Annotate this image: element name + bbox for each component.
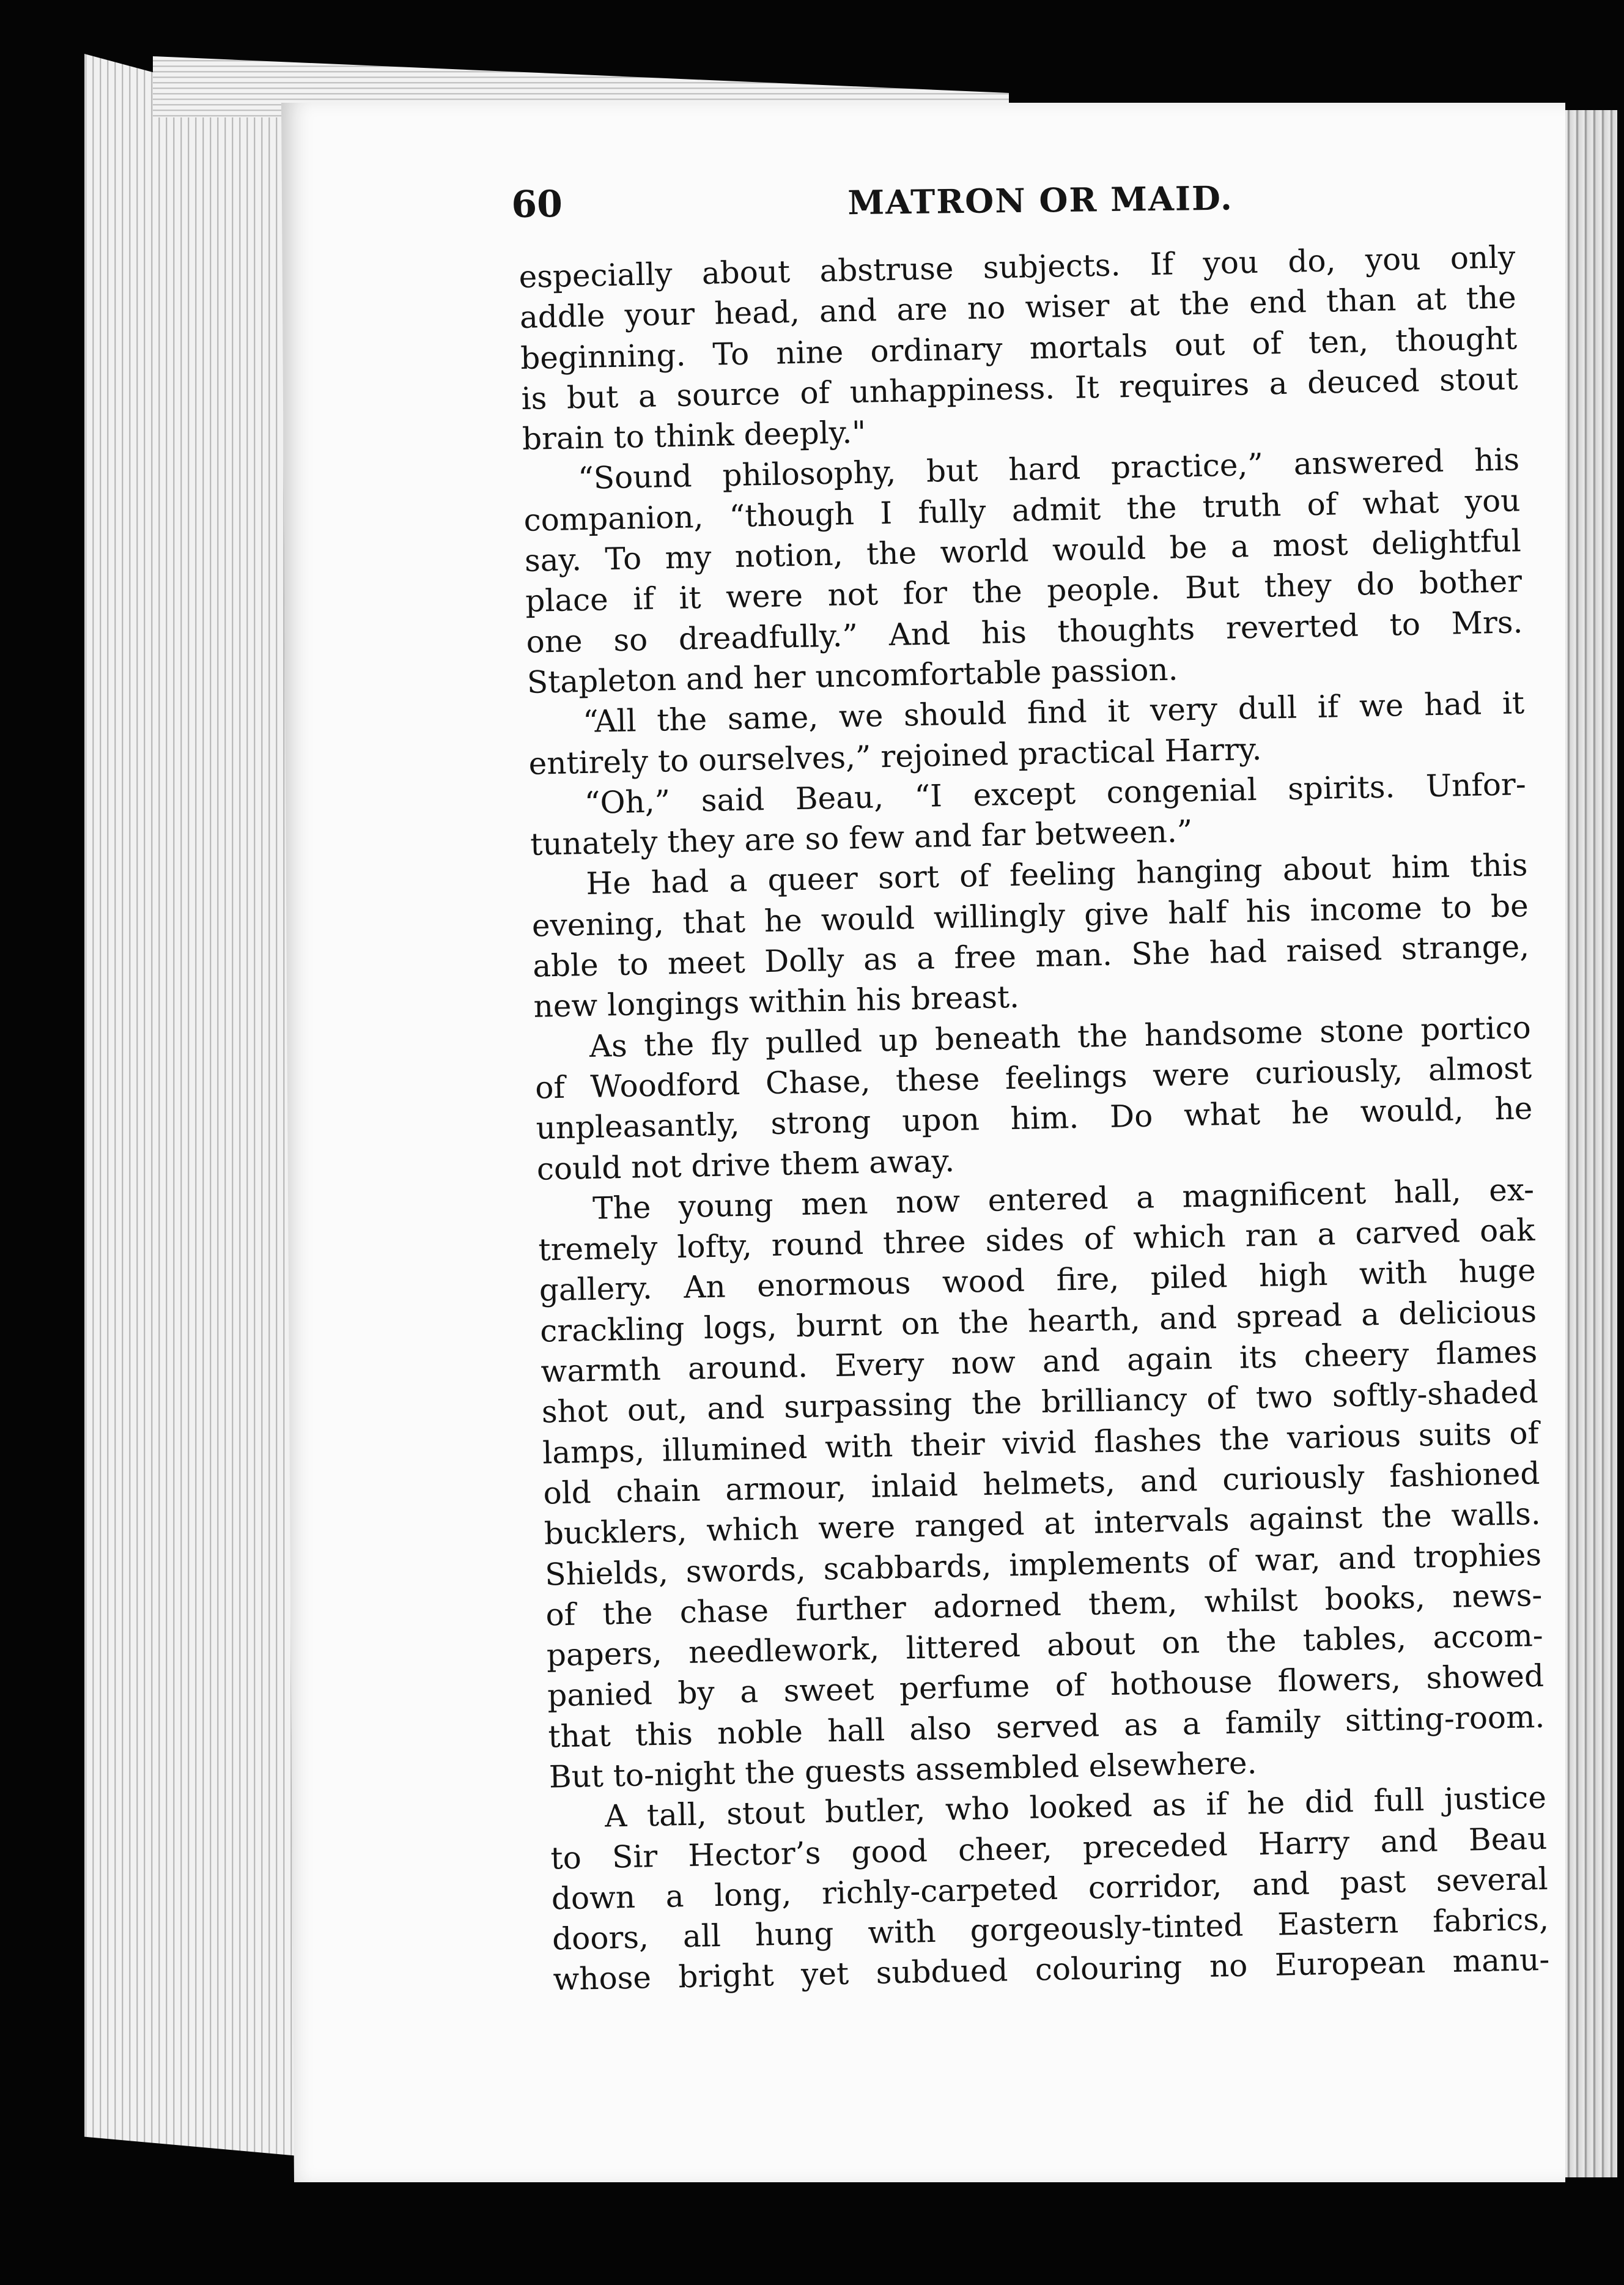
text-line: new longings within his breast. [533,979,1020,1025]
text-line: place if it were not for the people. But they do bother [525,563,1523,620]
text-line: crackling logs, burnt on the hearth, and spread a delicious [539,1293,1537,1349]
text-line: Shields, swords, scabbards, implements of war, and trophies [544,1536,1542,1593]
text-line: Stapleton and her uncomfortable passion. [526,651,1179,700]
text-line: could not drive them away. [536,1142,955,1187]
text-line: addle your head, and are no wiser at the end than at the [519,280,1517,336]
text-line: say. To my notion, the world would be a most delightful [524,523,1522,579]
text-line: A tall, stout butler, who looked as if he did full justice [604,1780,1547,1834]
text-line: “Oh,” said Beau, “I except congenial spirits. Unfor- [584,766,1527,821]
page-number: 60 [511,182,563,226]
text-line: is but a source of unhappiness. It requires a deuced stout [521,361,1518,417]
text-line: to Sir Hector’s good cheer, preceded Harry and Beau [550,1820,1548,1876]
text-line: But to-night the guests assembled elsewhere. [548,1745,1257,1795]
text-line: of the chase further adorned them, whilst books, news- [545,1577,1543,1633]
text-line: “All the same, we should find it very dull if we had it [582,685,1525,740]
text-line: The young men now entered a magnificent hall, ex- [592,1171,1535,1226]
text-line: shot out, and surpassing the brilliancy of two softly-shaded [541,1374,1539,1430]
text-line: one so dreadfully.” And his thoughts reverted to Mrs. [526,604,1523,660]
text-line: unpleasantly, strong upon him. Do what he would, he [536,1091,1533,1146]
text-line: that this noble hall also served as a family sitting-room. [547,1698,1545,1755]
text-line: bucklers, which were ranged at intervals against the walls. [544,1496,1541,1552]
text-line: whose bright yet subdued colouring no European manu- [552,1942,1550,1998]
text-line: beginning. To nine ordinary mortals out of ten, thought [520,320,1518,376]
text-line: evening, that he would willingly give half his income to be [531,887,1529,944]
text-line: tunately they are so few and far between.” [530,813,1193,862]
text-line: lamps, illumined with their vivid flashes the various suits of [542,1415,1540,1471]
text-line: especially about abstruse subjects. If you do, you only [519,239,1516,295]
text-line: of Woodford Chase, these feelings were curiously, almost [534,1050,1532,1106]
body-text [519,237,1550,2000]
book-title: MATRON OR MAID. [847,178,1234,223]
text-line: warmth around. Every now and again its cheery flames [541,1333,1538,1390]
text-line: old chain armour, inlaid helmets, and curiously fashioned [542,1455,1540,1511]
text-line: “Sound philosophy, but hard practice,” answered his [577,442,1520,497]
text-line: papers, needlework, littered about on the tables, accom- [546,1617,1544,1673]
text-line: down a long, richly-carpeted corridor, and past several [551,1861,1549,1917]
text-line: tremely lofty, round three sides of which ran a carved oak [538,1212,1535,1268]
text-line: As the fly pulled up beneath the handsome stone portico [589,1009,1532,1064]
text-line: companion, “though I fully admit the truth of what you [523,482,1521,538]
text-line: able to meet Dolly as a free man. She had raised strange, [532,928,1530,984]
text-line: panied by a sweet perfume of hothouse flowers, showed [547,1658,1545,1714]
text-line: gallery. An enormous wood fire, piled high with huge [539,1253,1537,1309]
text-line: entirely to ourselves,” rejoined practical Harry. [528,731,1262,782]
text-line: brain to think deeply." [522,414,866,457]
text-line: doors, all hung with gorgeously-tinted Eastern fabrics, [552,1901,1549,1957]
page-edges-right [1562,110,1617,2177]
text-line: He had a queer sort of feeling hanging about him this [586,847,1528,902]
